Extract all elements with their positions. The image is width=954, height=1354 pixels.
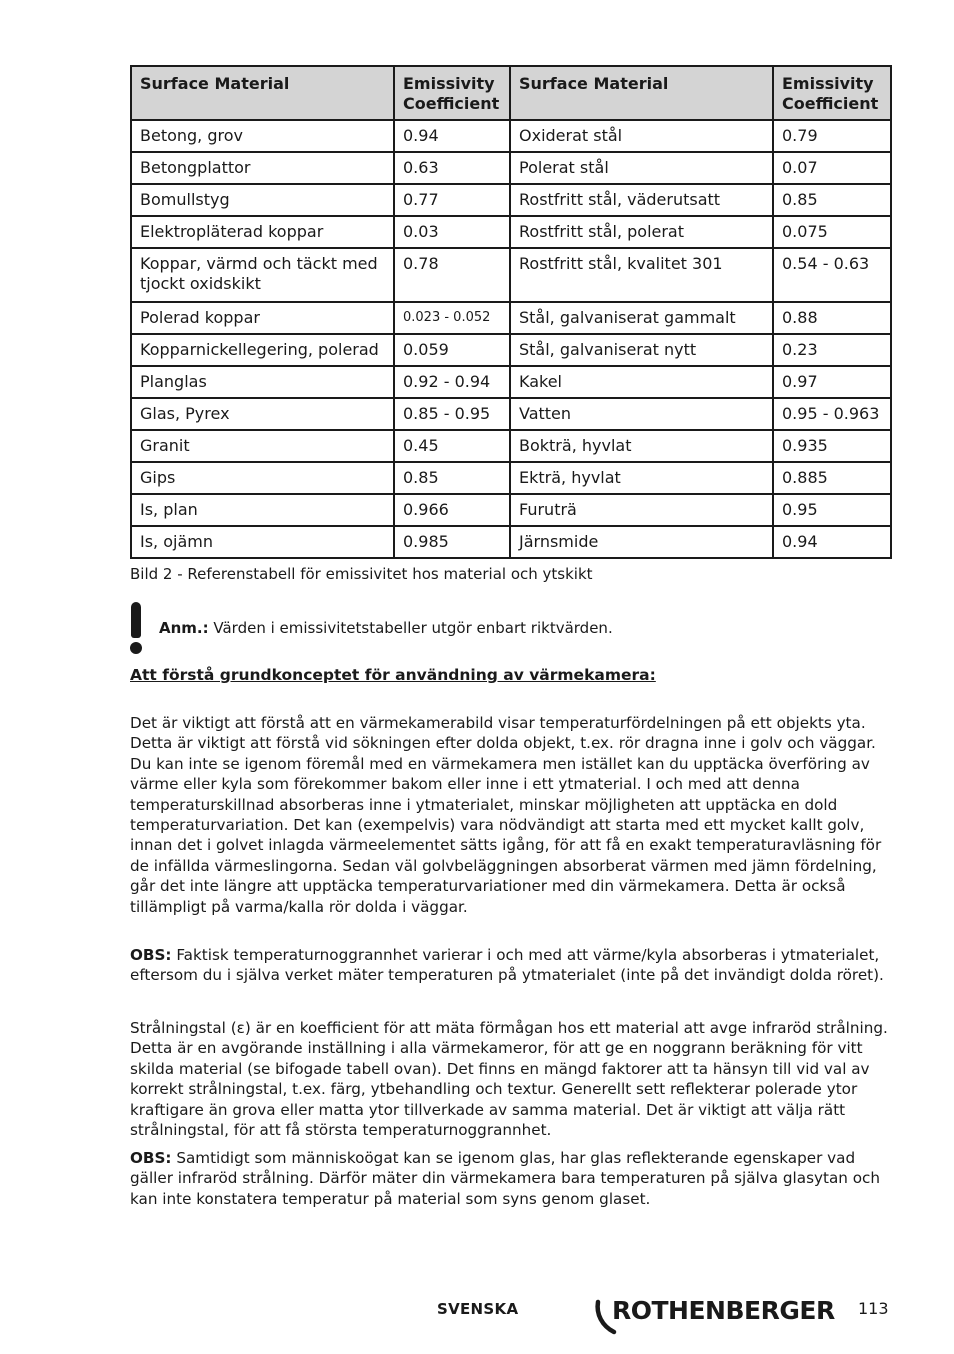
note-text: Värden i emissivitetstabeller utgör enbart riktvärden.: [208, 619, 613, 637]
emissivity-cell: 0.45: [394, 430, 510, 462]
emissivity-cell: 0.07: [773, 152, 891, 184]
section-heading: Att förstå grundkonceptet för användning av värmekamera:: [130, 666, 656, 684]
emissivity-cell: 0.85: [773, 184, 891, 216]
emissivity-cell: 0.94: [773, 526, 891, 558]
rothenberger-logo: [594, 1296, 844, 1336]
material-cell: Planglas: [131, 366, 394, 398]
footer-language: SVENSKA: [437, 1300, 519, 1318]
material-cell: Rostfritt stål, polerat: [510, 216, 773, 248]
material-cell: Rostfritt stål, kvalitet 301: [510, 248, 773, 302]
obs-label: OBS:: [130, 946, 172, 964]
table-row: [131, 430, 891, 462]
header-surface-material: Surface Material: [131, 66, 394, 120]
material-cell: Betongplattor: [131, 152, 394, 184]
material-cell: Bomullstyg: [131, 184, 394, 216]
body-paragraph: Strålningstal (ε) är en koefficient för att mäta förmågan hos ett material att avge infraröd strålning. Detta är en avgörande inställning i alla värmekameror, för att ge en noggrann beräkning för vitt skilda material (se bifogade tabell ovan). Det finns en mängd faktorer att ta hänsyn till vid val av korrekt strålningstal, t.ex. färg, ytbehandling och textur. Generellt sett reflekterar polerade ytor kraftigare än grova eller matta ytor tillverkade av samma material. Det är viktigt att välja rätt strålningstal, för att få största temperaturnoggrannhet.: [130, 1019, 888, 1140]
table-row: [131, 398, 891, 430]
emissivity-cell: 0.95: [773, 494, 891, 526]
table-row: [131, 248, 891, 302]
table-row: [131, 526, 891, 558]
material-cell: Bokträ, hyvlat: [510, 430, 773, 462]
emissivity-cell: 0.79: [773, 120, 891, 152]
emissivity-cell: 0.885: [773, 462, 891, 494]
page-number: 113: [858, 1299, 889, 1318]
emissivity-cell: 0.63: [394, 152, 510, 184]
emissivity-cell: 0.78: [394, 248, 510, 302]
material-cell: Kakel: [510, 366, 773, 398]
table-row: [131, 366, 891, 398]
material-cell: Betong, grov: [131, 120, 394, 152]
table-row: [131, 302, 891, 334]
emissivity-cell: 0.54 - 0.63: [773, 248, 891, 302]
emissivity-cell: 0.88: [773, 302, 891, 334]
emissivity-cell: 0.94: [394, 120, 510, 152]
material-cell: Polerat stål: [510, 152, 773, 184]
material-cell: Järnsmide: [510, 526, 773, 558]
emissivity-cell: 0.85 - 0.95: [394, 398, 510, 430]
body-paragraph: Det är viktigt att förstå att en värmekamerabild visar temperaturfördelningen på ett objekts yta. Detta är viktigt att förstå vid sökningen efter dolda objekt, t.ex. rör dragna inne i golv och väggar. Du kan inte se igenom föremål med en värmekamera men istället kan du upptäcka överföring av värme eller kyla som förekommer bakom eller inne i ett ytmaterial. I och med att denna temperaturskillnad absorberas inne i ytmaterialet, minskar möjligheten att upptäcka en dold temperaturvariation. Det kan (exempelvis) vara nödvändigt att starta med ett mycket kallt golv, innan det i golvet inlagda värmeelementet sätts igång, för att få en exakt temperaturavläsning för de infällda värmeslingorna. Sedan väl golvbeläggningen absorberat värmen med jämn fördelning, går det inte längre att upptäcka temperaturvariationer med din värmekamera. Detta är också tillämpligt på varma/kalla rör dolda i väggar.: [130, 714, 882, 916]
material-cell: Is, ojämn: [131, 526, 394, 558]
material-cell: Oxiderat stål: [510, 120, 773, 152]
material-cell: Vatten: [510, 398, 773, 430]
note-label: Anm.:: [159, 619, 209, 637]
material-cell: Stål, galvaniserat gammalt: [510, 302, 773, 334]
emissivity-cell: 0.95 - 0.963: [773, 398, 891, 430]
material-cell: Elektropläterad koppar: [131, 216, 394, 248]
obs-text: Faktisk temperaturnoggrannhet varierar i och med att värme/kyla absorberas i ytmaterialet, eftersom du i själva verket mäter temperaturen på ytmaterialet (inte på det invändigt dolda röret).: [130, 946, 884, 985]
emissivity-cell: 0.85: [394, 462, 510, 494]
note: [159, 619, 613, 637]
table-row: [131, 216, 891, 248]
material-cell: Gips: [131, 462, 394, 494]
table-header-row: [131, 66, 891, 120]
header-surface-material: Surface Material: [510, 66, 773, 120]
material-cell: Ekträ, hyvlat: [510, 462, 773, 494]
emissivity-cell: 0.23: [773, 334, 891, 366]
material-cell: Stål, galvaniserat nytt: [510, 334, 773, 366]
obs-paragraph: [130, 1148, 900, 1209]
table-caption: Bild 2 - Referenstabell för emissivitet hos material och ytskikt: [130, 565, 593, 583]
header-emissivity: Emissivity Coefficient: [394, 66, 510, 120]
emissivity-table: [130, 65, 892, 559]
material-cell: Kopparnickellegering, polerad: [131, 334, 394, 366]
table-row: [131, 494, 891, 526]
table-row: [131, 120, 891, 152]
emissivity-cell: 0.03: [394, 216, 510, 248]
material-cell: Polerad koppar: [131, 302, 394, 334]
table-row: [131, 152, 891, 184]
logo-text: ROTHENBERGER: [612, 1296, 835, 1325]
emissivity-cell: 0.985: [394, 526, 510, 558]
table-row: [131, 184, 891, 216]
material-cell: Furuträ: [510, 494, 773, 526]
obs-label: OBS:: [130, 1149, 172, 1167]
obs-text: Samtidigt som människoögat kan se igenom glas, har glas reflekterande egenskaper vad gäller infraröd strålning. Därför mäter din värmekamera bara temperaturen på själva glasytan och kan inte konstatera temperatur på material som syns genom glaset.: [130, 1149, 880, 1208]
obs-paragraph: [130, 945, 900, 986]
exclamation-icon: [128, 602, 144, 654]
emissivity-cell: 0.97: [773, 366, 891, 398]
emissivity-cell: 0.023 - 0.052: [394, 302, 510, 334]
material-cell: Glas, Pyrex: [131, 398, 394, 430]
material-cell: Granit: [131, 430, 394, 462]
material-cell: Rostfritt stål, väderutsatt: [510, 184, 773, 216]
header-emissivity: Emissivity Coefficient: [773, 66, 891, 120]
emissivity-cell: 0.059: [394, 334, 510, 366]
emissivity-cell: 0.075: [773, 216, 891, 248]
material-cell: Is, plan: [131, 494, 394, 526]
emissivity-cell: 0.966: [394, 494, 510, 526]
emissivity-cell: 0.935: [773, 430, 891, 462]
table-row: [131, 334, 891, 366]
emissivity-cell: 0.77: [394, 184, 510, 216]
table-row: [131, 462, 891, 494]
material-cell: Koppar, värmd och täckt med tjockt oxidskikt: [131, 248, 394, 302]
emissivity-cell: 0.92 - 0.94: [394, 366, 510, 398]
